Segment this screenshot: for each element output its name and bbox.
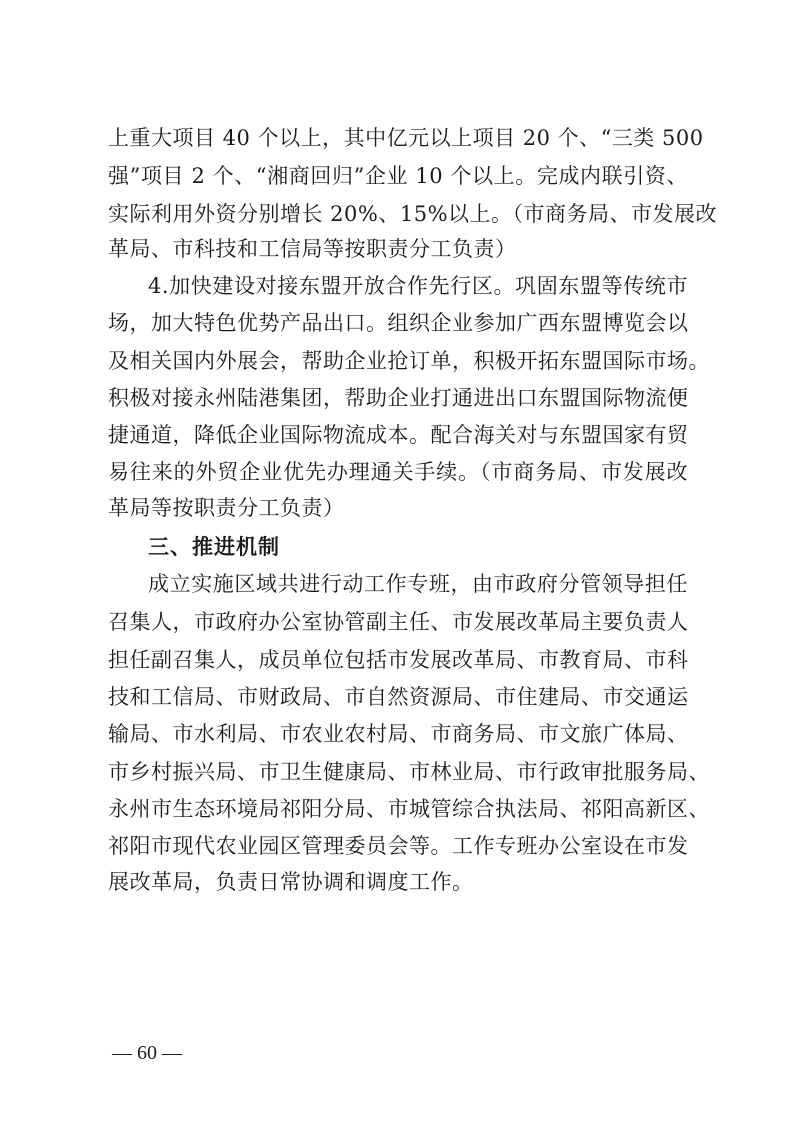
paragraph-3-line-1: 成立实施区域共进行动工作专班，由市政府分管领导担任 [148,572,688,596]
paragraph-2-line-1: 4.加快建设对接东盟开放合作先行区。巩固东盟等传统市 [148,274,688,298]
paragraph-2-line-4: 积极对接永州陆港集团，帮助企业打通进出口东盟国际物流便 [108,386,689,410]
paragraph-2-line-7: 革局等按职责分工负责） [108,496,345,520]
paragraph-2-line-5: 捷通道，降低企业国际物流成本。配合海关对与东盟国家有贸 [108,423,689,447]
paragraph-3-line-4: 技和工信局、市财政局、市自然资源局、市住建局、市交通运 [108,685,689,709]
paragraph-3-line-2: 召集人，市政府办公室协管副主任、市发展改革局主要负责人 [108,610,689,634]
paragraph-3-line-7: 永州市生态环境局祁阳分局、市城管综合执法局、祁阳高新区、 [108,797,710,821]
paragraph-1-line-1: 上重大项目 40 个以上，其中亿元以上项目 20 个、“三类 500 [108,126,704,150]
section-heading: 三、推进机制 [148,535,280,559]
paragraph-2-line-6: 易往来的外贸企业优先办理通关手续。（市商务局、市发展改 [108,460,688,484]
paragraph-2-line-2: 场，加大特色优势产品出口。组织企业参加广西东盟博览会以 [108,311,689,335]
paragraph-3-line-5: 输局、市水利局、市农业农村局、市商务局、市文旅广体局、 [108,722,689,746]
paragraph-3-line-9: 展改革局，负责日常协调和调度工作。 [108,870,474,894]
paragraph-1-line-4: 革局、市科技和工信局等按职责分工负责） [108,237,517,261]
paragraph-3-line-3: 担任副召集人，成员单位包括市发展改革局、市教育局、市科 [108,648,689,672]
paragraph-3-line-8: 祁阳市现代农业园区管理委员会等。工作专班办公室设在市发 [108,834,689,858]
paragraph-3-line-6: 市乡村振兴局、市卫生健康局、市林业局、市行政审批服务局、 [108,760,710,784]
paragraph-2-line-3: 及相关国内外展会，帮助企业抢订单，积极开拓东盟国际市场。 [108,349,710,373]
paragraph-1-line-2: 强”项目 2 个、“湘商回归”企业 10 个以上。完成内联引资、 [108,164,688,188]
paragraph-1-line-3: 实际利用外资分别增长 20%、15%以上。（市商务局、市发展改 [108,202,718,226]
page-number: — 60 — [112,1042,182,1064]
